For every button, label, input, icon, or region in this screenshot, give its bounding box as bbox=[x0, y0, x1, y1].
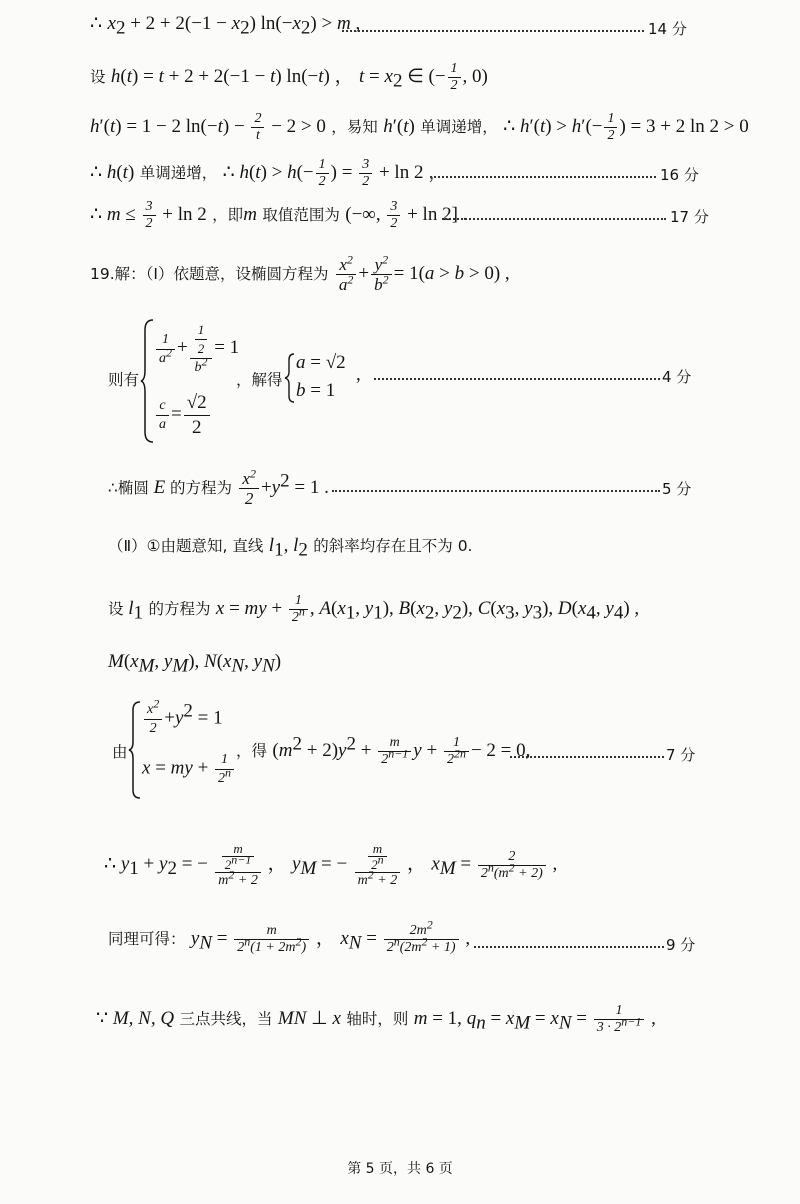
system-eq-2: $\frac{c}{a}$ = $\frac{√2}{2}$ bbox=[154, 392, 212, 439]
dot-leader bbox=[442, 218, 666, 220]
score-5: 5 分 bbox=[662, 480, 692, 498]
system2-eq-1: $\frac{x^2}{2}$ $+y^2 = 1$ bbox=[142, 702, 223, 737]
by-label: 由 bbox=[112, 743, 128, 761]
left-brace bbox=[128, 700, 142, 800]
score-14: 14 分 bbox=[648, 20, 687, 38]
solve-label: ，解得 bbox=[236, 371, 283, 389]
score-17: 17 分 bbox=[670, 208, 709, 226]
similarly-line: 同理可得： $y_N$ = $\frac{m}{2^n(1 + 2m^2)}$ ， $x_N$ = $\frac{2m^2}{2^n(2m^2 + 1)}$ , bbox=[108, 917, 471, 955]
page-footer: 第 5 页，共 6 页 bbox=[347, 1161, 453, 1177]
ellipse-equation-line: ∴椭圆 E 的方程为 $\frac{x^2}{2}$ $+y^2 = 1$ . bbox=[108, 466, 329, 508]
part-2-intro: （Ⅱ）①由题意知, 直线 $l_1$, $l_2$ 的斜率均存在且不为 0. bbox=[108, 535, 473, 561]
line-l1-setup: 设 $l_1$ 的方程为 x = my + $\frac{1}{2^n}$ , $A(x_1$, $y_1$), $B(x_2$, $y_2$), $C(x_3$, $y_3$), $D(x_4$, $y_4$) , bbox=[108, 593, 640, 625]
system2-eq-2: x = my + $\frac{1}{2^n}$ bbox=[142, 752, 236, 787]
step-line-2: 设 h(t) = t + 2 + 2(−1 − t) ln(−t) ， $t = x_2$ ∈ (− $\frac{1}{2}$ , 0) bbox=[90, 61, 488, 93]
dot-leader bbox=[374, 378, 660, 380]
dot-leader bbox=[332, 490, 660, 492]
score-16: 16 分 bbox=[660, 166, 699, 184]
then-have-label: 则有 bbox=[108, 371, 140, 389]
dot-leader bbox=[342, 30, 644, 32]
dot-leader bbox=[510, 756, 664, 758]
solution-b: b = 1 bbox=[296, 380, 336, 401]
step-line-1: ∴ $x_2 + 2 + 2(-1 - x_2) \ln(-x_2) > m$ , bbox=[90, 13, 361, 39]
points-m-n: $M(x_M$, $y_M$), $N(x_N$, $y_N$) bbox=[108, 651, 282, 677]
score-7: 7 分 bbox=[666, 746, 696, 764]
solution-a: a = √2 bbox=[296, 352, 346, 373]
left-brace bbox=[284, 352, 296, 404]
step-line-4: ∴ h(t) 单调递增， ∴ h(t) > h(− $\frac{1}{2}$ ) = $\frac{3}{2}$ + ln 2 ， bbox=[90, 157, 448, 189]
dot-leader bbox=[430, 176, 656, 178]
score-9: 9 分 bbox=[666, 936, 696, 954]
vieta-line: ∴ $y_1 + y_2$ = − $\frac{\frac{m}{2^{n-1}}}{m^2 + 2}$ ， $y_M$ = − $\frac{\frac{m}{2^n}}{m^2 + 2}$ ， $x_M$ = $\frac{2}{2^n(m^2 + 2)}$ , bbox=[104, 841, 558, 888]
system-eq-1: $\frac{1}{a^2}$ + $\frac{\frac{1}{2}}{b^2}$ = 1 bbox=[154, 322, 239, 376]
quadratic-line: ，得 $(m^2 + 2)y^2$ + $\frac{m}{2^{n-1}}$ y + $\frac{1}{2^{2n}}$ − 2 = 0, bbox=[236, 733, 531, 767]
step-line-5: ∴ m ≤ $\frac{3}{2}$ + ln 2 ，即m 取值范围为 (−∞, $\frac{3}{2}$ + ln 2] . bbox=[90, 199, 468, 231]
step-line-3: h′(t) = 1 − 2 ln(−t) − $\frac{2}{t}$ − 2 > 0 ，易知 h′(t) 单调递增， ∴ h′(t) > h′(− $\frac{1}{2}$ ) = 3 + 2 ln 2 > 0 bbox=[90, 111, 749, 143]
score-4: 4 分 bbox=[662, 368, 692, 386]
comma: , bbox=[356, 364, 361, 385]
dot-leader bbox=[474, 946, 664, 948]
collinear-line: ∵ M, N, Q 三点共线，当 MN ⊥ x 轴时，则 m = 1, $q_n = x_M = x_N$ = $\frac{1}{3 \cdot 2^{n-1}}$ , bbox=[96, 1003, 656, 1035]
problem-19-intro: 19.解：（Ⅰ）依题意，设椭圆方程为 $\frac{x^2}{a^2}$ + $\frac{y^2}{b^2}$ = 1(a > b > 0) , bbox=[90, 252, 510, 294]
